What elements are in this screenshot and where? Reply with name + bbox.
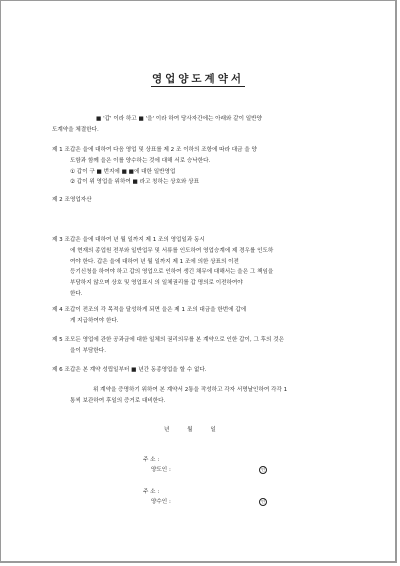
intro-line-2: 도계약을 체결한다. [52,127,99,133]
article-number: 제 1 조 [52,147,70,153]
article-line: 모든 영업에 관한 공과금에 대한 일체의 권리의무를 본 계약으로 인한 갑이, 그 후의 것은 [70,337,285,343]
article-number: 제 3 조 [52,237,70,243]
article-line: 게 지급하여야 한다. [70,317,119,324]
article-3 [52,235,70,246]
party-1-address-label: 주 소 : [143,457,160,463]
article-line: 갑은 을에 대하여 다음 영업 및 상표를 제 2 조 이하의 조항에 따라 대금 을 양 [70,147,257,153]
article-number: 제 4 조 [52,307,70,313]
article-number: 제 5 조 [52,337,70,343]
article-line: 여야 한다. 갑은 을에 대하여 년 월 일까지 제 1 조에 의한 상표의 이전 [70,258,239,265]
article-item: ② 갑이 위 영업을 위하여 ■ 라고 칭하는 상호와 상표 [70,179,199,186]
article-line: 갑이 전조의 각 목적을 달성하게 되면 을은 제 1 조의 대금을 한번에 갑에 [70,307,247,313]
article-1 [52,145,70,156]
article-line: 도함과 함께 을은 이를 양수하는 것에 대해 서로 승낙한다. [70,157,211,164]
article-number: 제 6 조 [52,367,70,373]
article-4 [52,305,70,316]
article-1-body [70,145,355,188]
article-line: 한다. [70,290,83,297]
party-1-role-label: 양도인 : [151,467,171,473]
article-line: 등기신청을 하여야 하고 갑의 영업으로 인하여 생긴 채무에 대해서는 을은 그 책임을 [70,269,274,276]
article-4-body [70,305,355,327]
contract-date: 년 월 일 [164,427,224,433]
article-3-body [70,235,355,300]
article-2 [52,195,70,206]
article-line: 을이 부담한다. [70,347,106,354]
closing-line-1: 위 계약을 증명하기 위하여 본 계약서 2통을 작성하고 각자 서명날인하여 각각 1 [93,387,288,393]
article-6 [52,365,70,376]
closing-line-2: 통씩 보관하여 후일의 증거로 대비한다. [70,398,166,404]
article-line: 갑은 을에 대하여 년 월 일까지 제 1 조의 영업일과 동시 [70,237,205,243]
article-5 [52,335,70,346]
seal-mark: 인 [259,466,267,474]
party-2-address-label: 주 소 : [143,489,160,495]
document-title: 영업양도계약서 [151,73,244,85]
article-line: 부담하지 않으며 상호 및 영업표시 의 일체권리를 갑 명의로 이전하여야 [70,280,243,287]
party-2-role-label: 양수인 : [151,499,171,505]
article-line: 갑은 본 계약 성립일부터 ■ 년간 동종영업을 할 수 없다. [70,367,207,373]
article-item: ① 갑이 구 ■ 번지에 ■ ■에 대한 일반영업 [70,168,176,175]
article-6-body [70,365,355,376]
article-5-body [70,335,355,357]
article-line: 영업자산 [70,197,92,203]
party-1-seal [259,465,267,476]
party-2-seal [259,497,267,508]
article-number: 제 2 조 [52,197,70,203]
intro-line-1: ■ '갑' 이라 하고 ■ '을' 이라 하여 당사자간에는 아래와 같이 일반양 [96,116,262,122]
article-line: 에 현재의 종업원 전부와 일반업무 및 서류를 인도하여 영업승계에 제 경우를 인도하 [70,247,274,254]
article-2-body [70,195,355,206]
seal-mark: 인 [259,498,267,506]
